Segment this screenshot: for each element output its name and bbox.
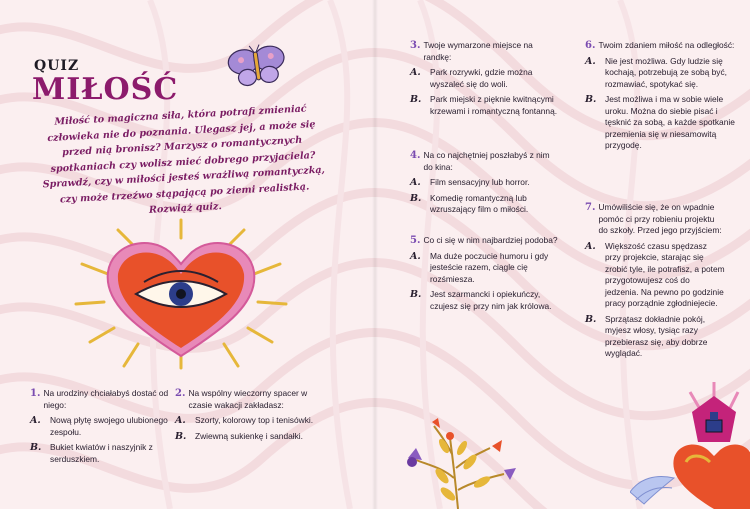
answer-letter: A. <box>175 415 186 426</box>
question-text: Na wspólny wieczorny spacer w czasie wakacji zakładasz: <box>188 388 308 410</box>
answer-a <box>175 415 325 427</box>
answer-text: Większość czasu spędzasz przy projekcie, starając się zrobić tyle, ile potrafisz, a potem przygotowujesz coś do jedzenia. Na pewno po godzinie pracy porządnie zgłodniejecie. <box>605 240 725 308</box>
question-number: 6. <box>585 40 596 51</box>
answer-text: Ma duże poczucie humoru i gdy jesteście razem, ciągle cię rozśmiesza. <box>430 250 549 284</box>
answer-text: Bukiet kwiatów i naszyjnik z serduszkiem. <box>50 442 153 464</box>
answer-a <box>410 251 560 286</box>
answer-b <box>410 193 560 216</box>
answer-text: Park rozrywki, gdzie można wyszaleć się do woli. <box>430 67 533 89</box>
question-text: Na co najchętniej poszłabyś z nim do kina: <box>423 150 550 172</box>
question-3 <box>410 40 560 117</box>
answer-letter: B. <box>585 94 597 105</box>
answer-b <box>585 94 735 152</box>
answer-b <box>410 94 560 117</box>
answer-a <box>410 67 560 90</box>
heart-eye-icon <box>74 218 288 370</box>
answer-text: Jest szarmancki i opiekuńczy, czujesz się przy nim jak królowa. <box>430 289 552 311</box>
answer-b <box>30 442 170 465</box>
question-number: 2. <box>175 388 186 399</box>
question-number: 5. <box>410 235 421 246</box>
answer-text: Park miejski z pięknie kwitnącymi krzewami i romantyczną fontanną. <box>430 94 558 116</box>
answer-text: Nową płytę swojego ulubionego zespołu. <box>50 415 168 437</box>
answer-letter: A. <box>30 415 41 426</box>
question-number: 7. <box>585 202 596 213</box>
answer-letter: A. <box>410 177 421 188</box>
answer-text: Nie jest możliwa. Gdy ludzie się kochają, potrzebują ze sobą być, rozmawiać, spotykać się. <box>605 55 727 89</box>
question-number: 1. <box>30 388 41 399</box>
answer-letter: A. <box>585 240 596 252</box>
quiz-label: QUIZ <box>34 58 80 74</box>
answer-text: Komedię romantyczną lub wzruszający film o miłości. <box>430 192 529 214</box>
answer-a <box>585 241 725 310</box>
intro-text: Miłość to magiczna siła, która potrafi zmieniać człowieka nie do poznania. Ulegasz jej, a może się przed nią bronisz? Marzysz o romantycznych spotkaniach czy wolisz mieć dobrego przyjaciela? Sprawdź, czy w miłości jesteś wrażliwą romantyczką, czy może trzeźwo stąpającą po ziemi realistką. Rozwiąż quiz. <box>42 103 326 216</box>
answer-b <box>585 314 725 360</box>
answer-text: Jest możliwa i ma w sobie wiele uroku. Można do siebie pisać i tęsknić za sobą, a każde spotkanie przemienia się w niesamowitą przygodę. <box>605 94 735 150</box>
question-4 <box>410 150 560 216</box>
answer-letter: B. <box>410 94 422 105</box>
answer-a <box>585 56 735 91</box>
question-number: 4. <box>410 150 421 161</box>
answer-b <box>410 289 560 312</box>
answer-letter: A. <box>585 55 596 67</box>
answer-letter: B. <box>410 192 422 204</box>
question-6 <box>585 40 735 152</box>
answer-text: Sprzątasz dokładnie pokój, myjesz włosy, tysiąc razy przebierasz się, aby dobrze wyglądać. <box>605 313 708 358</box>
answer-letter: B. <box>30 442 42 453</box>
answer-letter: A. <box>410 250 421 262</box>
butterfly-icon <box>226 44 288 88</box>
question-text: Twoim zdaniem miłość na odległość: <box>598 40 735 50</box>
question-text: Co ci się w nim najbardziej podoba? <box>423 235 558 245</box>
question-text: Twoje wymarzone miejsce na randkę: <box>423 40 533 62</box>
question-5 <box>410 235 560 312</box>
sacred-heart-icon <box>630 382 750 509</box>
answer-text: Film sensacyjny lub horror. <box>430 177 530 187</box>
question-number: 3. <box>410 40 421 51</box>
answer-letter: A. <box>410 67 421 78</box>
answer-b <box>175 431 325 443</box>
answer-a <box>410 177 560 189</box>
question-1 <box>30 388 170 465</box>
answer-text: Zwiewną sukienkę i sandałki. <box>195 430 303 441</box>
answer-text: Szorty, kolorowy top i tenisówki. <box>195 415 314 425</box>
question-text: Umówiliście się, że on wpadnie pomóc ci przy robieniu projektu do szkoły. Przed jego przyjściem: <box>598 202 722 235</box>
question-7 <box>585 202 725 360</box>
answer-a <box>30 415 170 438</box>
page-title: MIŁOŚĆ <box>32 72 179 107</box>
question-2 <box>175 388 325 442</box>
flower-branch-icon <box>392 418 526 509</box>
answer-letter: B. <box>175 430 187 442</box>
answer-letter: B. <box>585 313 597 325</box>
answer-letter: B. <box>410 289 422 300</box>
question-text: Na urodziny chciałabyś dostać od niego: <box>43 388 169 410</box>
